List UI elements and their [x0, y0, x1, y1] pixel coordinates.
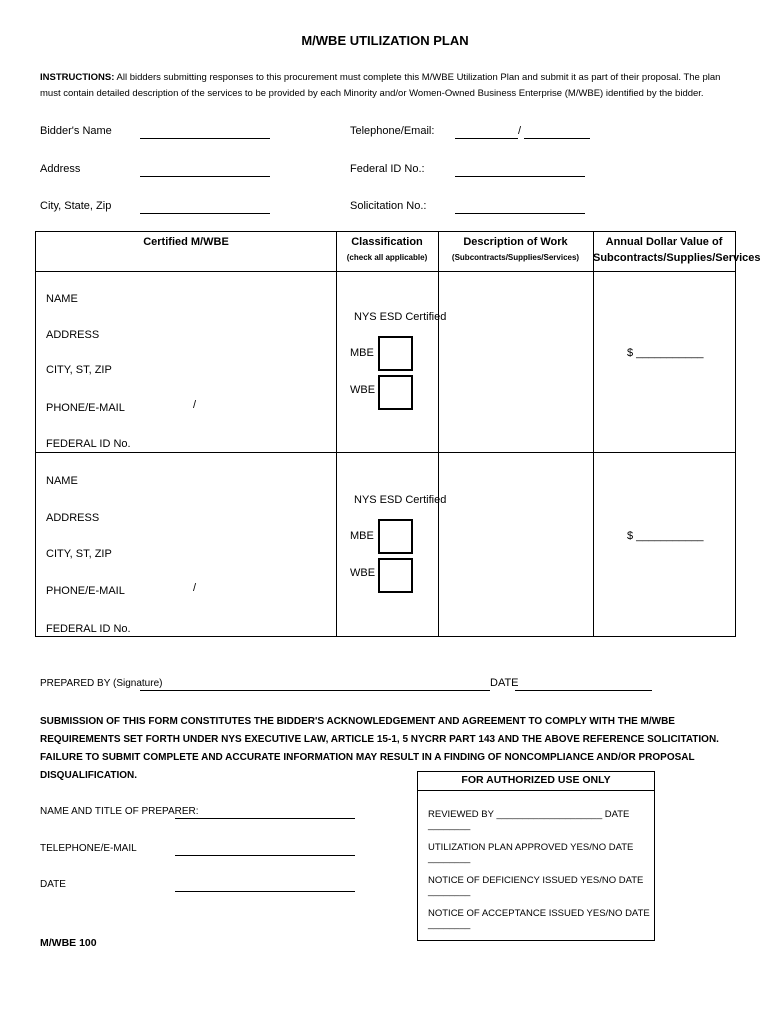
notice-deficiency-row[interactable]: NOTICE OF DEFICIENCY ISSUED YES/NO DATE ________	[428, 875, 644, 897]
telephone-email-label: Telephone/Email:	[350, 125, 435, 137]
preparer-phone-label: TELEPHONE/E-MAIL	[40, 843, 137, 854]
authorized-use-box	[417, 771, 655, 941]
row1-address-label: ADDRESS	[46, 329, 100, 341]
header-description-title: Description of Work	[463, 236, 568, 248]
row1-mbe-checkbox[interactable]	[378, 336, 413, 371]
authorized-header-divider	[418, 790, 654, 791]
header-classification-title: Classification	[351, 236, 423, 248]
reviewed-by-row[interactable]: REVIEWED BY ____________________ DATE ________	[428, 809, 630, 831]
header-description-sub: (Subcontracts/Supplies/Services)	[451, 253, 580, 262]
row1-wbe-checkbox[interactable]	[378, 375, 413, 410]
preparer-name-field[interactable]	[175, 818, 355, 819]
header-annual-title: Annual Dollar Value of	[605, 236, 723, 248]
page-title: M/WBE UTILIZATION PLAN	[301, 33, 469, 48]
instructions-text: All bidders submitting responses to this procurement must complete this M/WBE Utilization Plan and submit it as part of their proposal. The plan must contain detailed description of the services to be provided by each Minority and/or Women-Owned Business Enterprise (M/WBE) identified by the bidder.	[40, 72, 721, 99]
preparer-date-label: DATE	[40, 879, 66, 890]
row2-mbe-label: MBE	[350, 530, 374, 542]
telephone-field[interactable]	[455, 138, 518, 139]
city-state-zip-label: City, State, Zip	[40, 200, 112, 212]
prepared-by-label: PREPARED BY (Signature)	[40, 678, 163, 689]
email-field[interactable]	[524, 138, 590, 139]
row2-dollar-value[interactable]: $ ___________	[627, 530, 704, 542]
telephone-email-separator: /	[518, 125, 522, 137]
row1-wbe-label: WBE	[350, 384, 376, 396]
column-divider	[593, 232, 594, 636]
row1-city-label: CITY, ST, ZIP	[46, 364, 112, 376]
authorized-use-header: FOR AUTHORIZED USE ONLY	[461, 774, 611, 786]
row2-city-label: CITY, ST, ZIP	[46, 548, 112, 560]
instructions-label: INSTRUCTIONS:	[40, 72, 115, 83]
row2-name-label: NAME	[46, 475, 78, 487]
row1-phone-slash: /	[193, 399, 197, 411]
row2-phone-label: PHONE/E-MAIL	[46, 585, 125, 597]
header-annual-sub: Subcontracts/Supplies/Services	[593, 252, 761, 264]
column-divider	[336, 232, 337, 636]
header-classification-sub: (check all applicable)	[346, 253, 428, 262]
preparer-name-label: NAME AND TITLE OF PREPARER:	[40, 806, 199, 817]
notice-acceptance-row[interactable]: NOTICE OF ACCEPTANCE ISSUED YES/NO DATE ________	[428, 908, 650, 930]
row2-phone-slash: /	[193, 582, 197, 594]
row1-mbe-label: MBE	[350, 347, 374, 359]
row2-mbe-checkbox[interactable]	[378, 519, 413, 554]
row2-address-label: ADDRESS	[46, 512, 100, 524]
header-annual-value	[593, 236, 761, 264]
form-id: M/WBE 100	[40, 937, 97, 949]
row1-dollar-value[interactable]: $ ___________	[627, 347, 704, 359]
bidder-name-label: Bidder's Name	[40, 125, 112, 137]
plan-approved-row[interactable]: UTILIZATION PLAN APPROVED YES/NO DATE ________	[428, 842, 634, 864]
header-divider	[36, 271, 735, 272]
solicitation-field[interactable]	[455, 213, 585, 214]
federal-id-label: Federal ID No.:	[350, 163, 425, 175]
mwbe-table	[35, 231, 761, 637]
instructions	[40, 70, 740, 102]
preparer-phone-field[interactable]	[175, 855, 355, 856]
column-divider	[438, 232, 439, 636]
header-certified-mwbe: Certified M/WBE	[143, 236, 229, 248]
row1-nys-esd-certified: NYS ESD Certified	[354, 311, 447, 323]
header-description	[438, 236, 593, 262]
solicitation-label: Solicitation No.:	[350, 200, 427, 212]
row2-federal-id-label: FEDERAL ID No.	[46, 623, 131, 635]
prepared-date-field[interactable]	[515, 690, 652, 691]
preparer-date-field[interactable]	[175, 891, 355, 892]
prepared-date-label: DATE	[490, 677, 519, 689]
signature-field[interactable]	[140, 690, 490, 691]
row1-name-label: NAME	[46, 293, 78, 305]
header-classification	[336, 236, 438, 262]
row2-nys-esd-certified: NYS ESD Certified	[354, 494, 447, 506]
row1-phone-label: PHONE/E-MAIL	[46, 402, 125, 414]
bidder-name-field[interactable]	[140, 138, 270, 139]
submission-statement: SUBMISSION OF THIS FORM CONSTITUTES THE BIDDER'S ACKNOWLEDGEMENT AND AGREEMENT TO COMPLY WITH THE M/WBE REQUIREMENTS SET FORTH UNDER NYS EXECUTIVE LAW, ARTICLE 15-1, 5 NYCRR PART 143 AND THE ABOVE REFERENCE SOLICITATION. FAILURE TO SUBMIT COMPLETE AND ACCURATE INFORMATION MAY RESULT IN A FINDING OF NONCOMPLIANCE AND/OR PROPOSAL DISQUALIFICATION.	[40, 716, 719, 781]
address-field[interactable]	[140, 176, 270, 177]
address-label: Address	[40, 163, 81, 175]
city-state-zip-field[interactable]	[140, 213, 270, 214]
row-divider	[36, 452, 735, 453]
row1-federal-id-label: FEDERAL ID No.	[46, 438, 131, 450]
row2-wbe-label: WBE	[350, 567, 376, 579]
federal-id-field[interactable]	[455, 176, 585, 177]
row2-wbe-checkbox[interactable]	[378, 558, 413, 593]
